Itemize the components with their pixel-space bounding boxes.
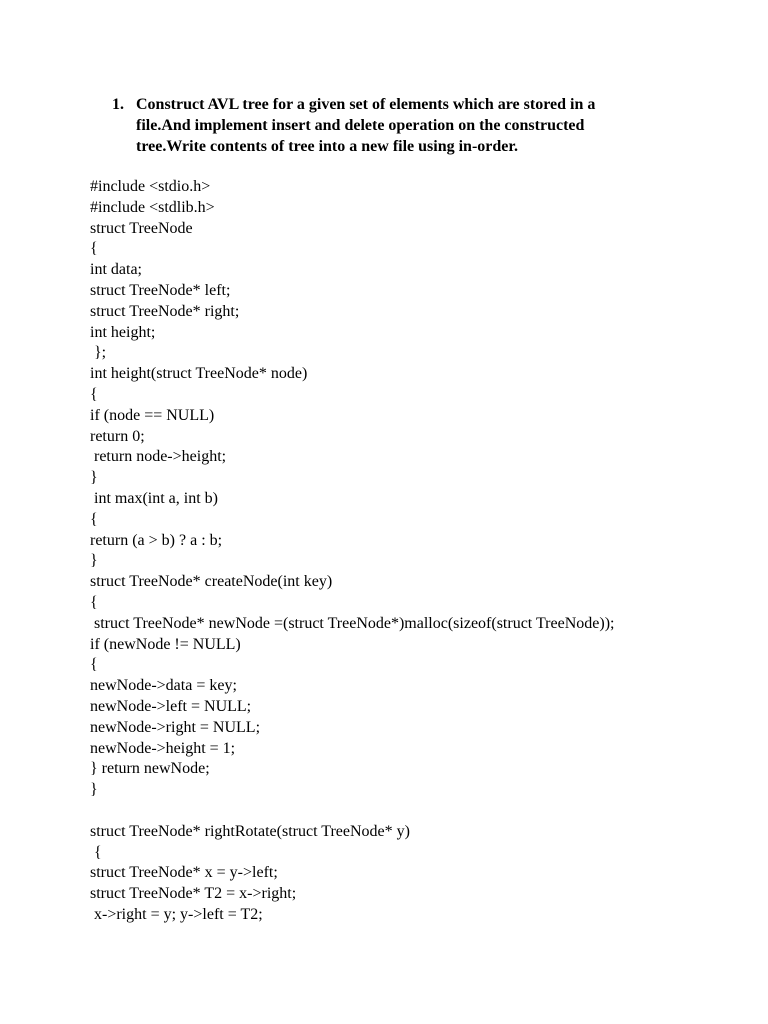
code-line: { xyxy=(90,240,98,258)
question-line: file.And implement insert and delete operation on the constructed xyxy=(136,117,585,134)
code-line: int max(int a, int b) xyxy=(90,489,218,507)
code-line: { xyxy=(90,385,98,403)
code-line: { xyxy=(90,510,98,528)
code-line: newNode->left = NULL; xyxy=(90,697,252,715)
code-line: int height; xyxy=(90,323,156,341)
code-line: newNode->height = 1; xyxy=(90,739,236,757)
code-line: struct TreeNode* T2 = x->right; xyxy=(90,885,297,903)
code-line: struct TreeNode* right; xyxy=(90,302,240,320)
code-line xyxy=(90,801,614,822)
code-line: struct TreeNode* rightRotate(struct TreeNode* y) xyxy=(90,822,410,840)
code-listing xyxy=(90,177,614,926)
code-line: newNode->right = NULL; xyxy=(90,718,261,736)
question-line: tree.Write contents of tree into a new file using in-order. xyxy=(136,138,519,155)
code-line: return node->height; xyxy=(90,448,227,466)
code-line: struct TreeNode* x = y->left; xyxy=(90,864,278,882)
code-line: struct TreeNode* newNode =(struct TreeNode*)malloc(sizeof(struct TreeNode)); xyxy=(90,614,615,632)
code-line: return 0; xyxy=(90,427,145,445)
code-line: } xyxy=(90,469,98,487)
question-list xyxy=(112,94,672,157)
code-line: } return newNode; xyxy=(90,760,210,778)
question-number: 1. xyxy=(112,96,124,113)
code-line: #include <stdio.h> xyxy=(90,178,211,195)
code-line: }; xyxy=(90,344,107,362)
code-line: x->right = y; y->left = T2; xyxy=(90,905,263,923)
code-line: { xyxy=(90,593,98,611)
code-line: struct TreeNode* createNode(int key) xyxy=(90,573,333,591)
code-line: return (a > b) ? a : b; xyxy=(90,531,223,549)
code-line: int data; xyxy=(90,261,142,279)
code-line: struct TreeNode xyxy=(90,219,193,237)
code-line: } xyxy=(90,781,98,799)
code-line: { xyxy=(90,656,98,674)
code-line: } xyxy=(90,552,98,570)
question-line: Construct AVL tree for a given set of elements which are stored in a xyxy=(136,96,596,113)
code-line: if (node == NULL) xyxy=(90,406,215,424)
question-item xyxy=(112,94,672,157)
code-line: if (newNode != NULL) xyxy=(90,635,241,653)
code-line: #include <stdlib.h> xyxy=(90,198,215,216)
code-line: struct TreeNode* left; xyxy=(90,281,231,299)
code-line: int height(struct TreeNode* node) xyxy=(90,365,308,383)
code-line: { xyxy=(90,843,102,861)
code-line: newNode->data = key; xyxy=(90,677,237,695)
